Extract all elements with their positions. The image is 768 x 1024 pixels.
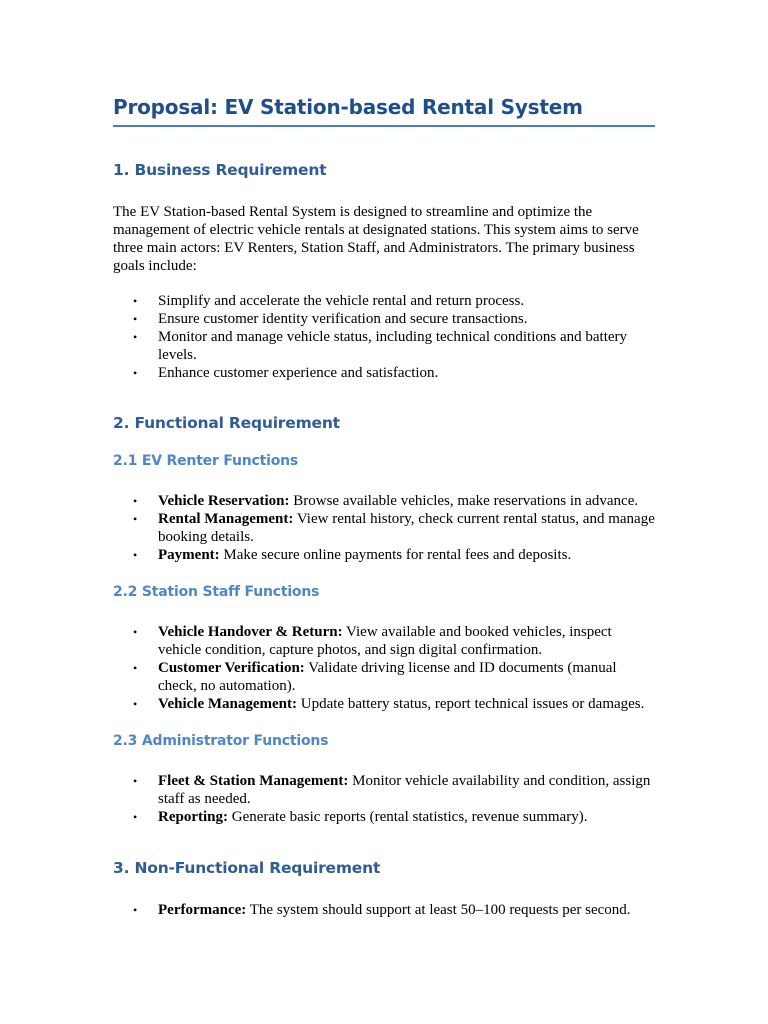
bullet-icon: • xyxy=(133,312,138,326)
item-text: Update battery status, report technical issues or damages. xyxy=(297,696,645,712)
bullet-icon: • xyxy=(133,294,138,308)
section-heading-business: 1. Business Requirement xyxy=(113,161,327,179)
bullet-icon: • xyxy=(133,548,138,562)
section-heading-functional: 2. Functional Requirement xyxy=(113,414,340,432)
item-label: Vehicle Management: xyxy=(158,696,297,712)
bullet-icon: • xyxy=(133,810,138,824)
item-text: Monitor vehicle availability and condition, assign staff as needed. xyxy=(158,773,651,807)
section-heading-nonfunctional: 3. Non-Functional Requirement xyxy=(113,859,381,877)
list-item xyxy=(113,492,655,510)
subsection-heading-staff: 2.2 Station Staff Functions xyxy=(113,584,320,600)
bullet-icon: • xyxy=(133,512,138,526)
business-goals-list xyxy=(113,292,655,382)
admin-functions-list xyxy=(113,772,655,826)
item-text: View rental history, check current rental status, and manage booking details. xyxy=(158,511,655,545)
list-item xyxy=(113,623,655,659)
item-label: Performance: xyxy=(158,902,247,918)
item-text: View available and booked vehicles, inspect vehicle condition, capture photos, and sign digital confirmation. xyxy=(158,624,612,658)
subsection-heading-renter: 2.1 EV Renter Functions xyxy=(113,453,299,469)
list-item xyxy=(113,364,655,382)
subsection-heading-admin: 2.3 Administrator Functions xyxy=(113,733,329,749)
item-text: The system should support at least 50–100 requests per second. xyxy=(246,902,631,918)
bullet-icon: • xyxy=(133,625,138,639)
item-text: Browse available vehicles, make reservations in advance. xyxy=(289,493,639,509)
nonfunctional-list xyxy=(113,901,655,919)
goal-text: Enhance customer experience and satisfaction. xyxy=(158,365,439,381)
list-item xyxy=(113,808,655,826)
document-title: Proposal: EV Station-based Rental System xyxy=(113,93,655,127)
business-intro-paragraph: The EV Station-based Rental System is designed to streamline and optimize the management of electric vehicle rentals at designated stations. This system aims to serve three main actors: EV Renters, Station Staff, and Administrators. The primary business goals include: xyxy=(113,204,639,274)
item-text: Generate basic reports (rental statistics, revenue summary). xyxy=(228,809,588,825)
item-label: Rental Management: xyxy=(158,511,294,527)
list-item xyxy=(113,901,655,919)
item-label: Payment: xyxy=(158,547,220,563)
list-item xyxy=(113,772,655,808)
renter-functions-list xyxy=(113,492,655,564)
bullet-icon: • xyxy=(133,903,138,917)
bullet-icon: • xyxy=(133,661,138,675)
list-item xyxy=(113,310,655,328)
item-text: Make secure online payments for rental fees and deposits. xyxy=(219,547,572,563)
list-item xyxy=(113,695,655,713)
bullet-icon: • xyxy=(133,774,138,788)
bullet-icon: • xyxy=(133,330,138,344)
item-label: Vehicle Reservation: xyxy=(158,493,290,509)
goal-text: Ensure customer identity verification and secure transactions. xyxy=(158,311,528,327)
bullet-icon: • xyxy=(133,494,138,508)
list-item xyxy=(113,328,655,364)
item-label: Customer Verification: xyxy=(158,660,305,676)
bullet-icon: • xyxy=(133,697,138,711)
item-label: Reporting: xyxy=(158,809,228,825)
bullet-icon: • xyxy=(133,366,138,380)
list-item xyxy=(113,546,655,564)
list-item xyxy=(113,292,655,310)
item-text: Validate driving license and ID documents (manual check, no automation). xyxy=(158,660,617,694)
item-label: Vehicle Handover & Return: xyxy=(158,624,343,640)
list-item xyxy=(113,659,655,695)
document-page xyxy=(113,0,655,1024)
item-label: Fleet & Station Management: xyxy=(158,773,349,789)
staff-functions-list xyxy=(113,623,655,713)
goal-text: Simplify and accelerate the vehicle rental and return process. xyxy=(158,293,525,309)
goal-text: Monitor and manage vehicle status, including technical conditions and battery levels. xyxy=(158,329,628,363)
list-item xyxy=(113,510,655,546)
